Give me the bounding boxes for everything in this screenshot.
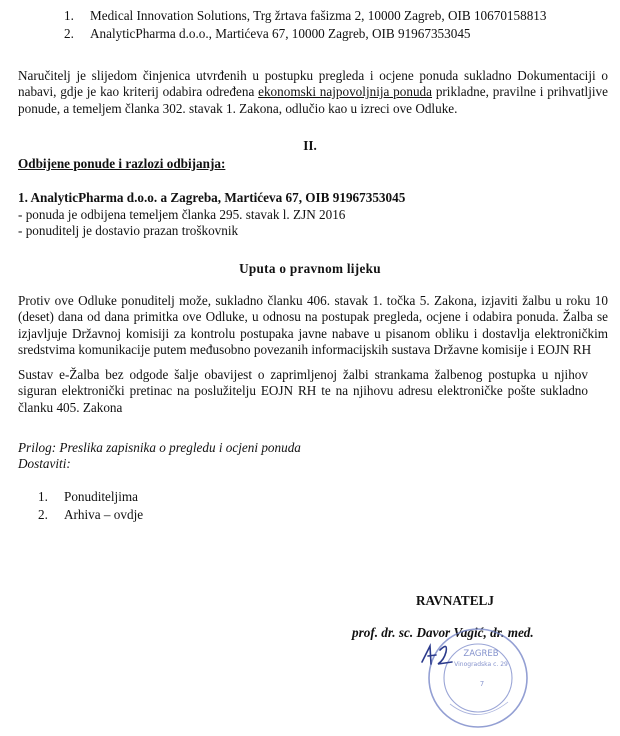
handwritten-signature [418,640,468,670]
decision-paragraph [18,68,608,117]
recipient-item-2 [38,507,143,523]
bidder-text: AnalyticPharma d.o.o., Martićeva 67, 10000 Zagreb, OIB 91967353045 [90,26,471,41]
decision-text-start: Naručitelj je slijedom činjenica utvrđenih u postupku pregleda i ocjene ponuda sukladno Dokumentaciji o nabavi, gdje je kao kriterij odabira određena [18,68,608,100]
stamp-city: ZAGREB [463,649,499,659]
legal-remedy-heading: Uputa o pravnom lijeku [239,261,381,276]
deliver-to-label: Dostaviti: [18,456,71,471]
bidder-text: Medical Innovation Solutions, Trg žrtava fašizma 2, 10000 Zagreb, OIB 10670158813 [90,8,547,23]
recipient-number: 2. [38,507,48,522]
ezalba-paragraph: Sustav e-Žalba bez odgode šalje obavijest o zaprimljenoj žalbi strankama žalbenog postupka u njihov siguran elektronički pretinac na poslužitelju EOJN RH te na njihovu adresu elektroničke pošte sukladno članku 405. Zakona [18,367,588,415]
rejection-reason-1: - ponuda je odbijena temeljem članka 295. stavak l. ZJN 2016 [18,207,346,222]
section-numeral: II. [303,138,317,153]
bidder-item-1 [64,8,547,24]
rejected-offers-heading: Odbijene ponude i razlozi odbijanja: [18,156,226,171]
rejected-bidder: 1. AnalyticPharma d.o.o. a Zagreba, Martićeva 67, OIB 91967353045 [18,190,406,205]
rejection-reason-2: - ponuditelj je dostavio prazan troškovnik [18,223,239,238]
bidder-item-2 [64,26,471,42]
decision-text-end: prikladne, pravilne i prihvatljive ponude, a temeljem članka 302. stavak 1. Zakona, odlučio kao u izreci ove Odluke. [18,84,608,116]
signatory-name: prof. dr. sc. Davor Vagić, dr. med. [352,625,534,640]
bidder-number: 2. [64,26,74,41]
criterion-underlined: ekonomski najpovoljnija ponuda [258,84,433,100]
signatory-title: RAVNATELJ [416,593,494,608]
stamp-street: Vinogradska c. 29 [454,661,508,668]
recipient-item-1 [38,489,138,505]
stamp-number: 7 [479,680,485,688]
attachment-note: Prilog: Preslika zapisnika o pregledu i ocjeni ponuda [18,440,301,455]
recipient-text: Arhiva – ovdje [64,507,144,522]
legal-remedy-paragraph: Protiv ove Odluke ponuditelj može, sukladno članku 406. stavak 1. točka 5. Zakona, izjaviti žalbu u roku 10 (deset) dana od dana primitka ove Odluke, u odnosu na postupak pregleda, ocjene i odabira ponuda. Žalba se izjavljuje Državnoj komisiji za kontrolu postupaka javne nabave u pisanom obliku i dostavlja elektroničkim sredstvima komunikacije putem međusobno povezanih informacijskih sustava Državne komisije i EOJN RH [18,293,608,358]
bidder-number: 1. [64,8,74,23]
recipient-text: Ponuditeljima [64,489,138,504]
recipient-number: 1. [38,489,48,504]
